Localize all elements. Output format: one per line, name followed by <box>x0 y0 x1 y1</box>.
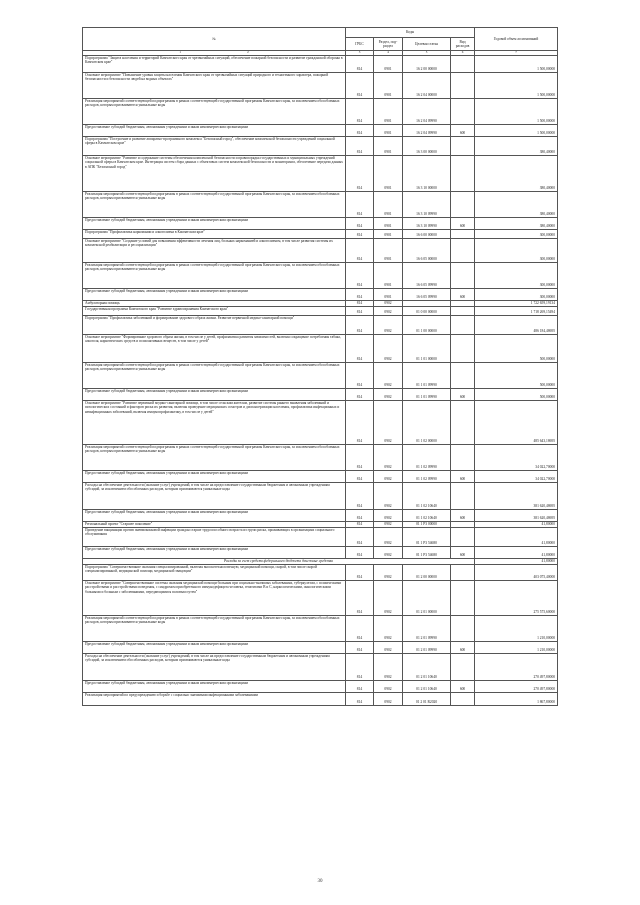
row-name: Реализация мероприятий соответствующей подпрограммы в рамках соответствующей государственной программы Камчатского края, за исключением обособленных расходов, которым присваиваются уникальные коды <box>83 362 346 388</box>
row-section: 0902 <box>374 400 403 444</box>
row-type <box>451 334 475 362</box>
row-amount: 300,00000 <box>475 262 558 288</box>
header-grbs: ГРБС <box>346 38 374 51</box>
row-section: 0902 <box>374 388 403 400</box>
table-row <box>83 155 558 191</box>
row-name: Предоставление субсидий бюджетным, автономным учреждениям и иным некоммерческим организациям <box>83 680 346 692</box>
row-name: Подпрограмма "Совершенствование оказания специализированной, включая высокотехнологичную, медицинской помощи, скорой, в том числе скорой специализированной, медицинской помощи, медицинской эвакуации" <box>83 564 346 580</box>
row-type: 600 <box>451 641 475 653</box>
row-type: 600 <box>451 509 475 521</box>
row-type <box>451 692 475 705</box>
table-row <box>83 72 558 98</box>
row-amount: 270 497,80000 <box>475 680 558 692</box>
row-name: Подпрограмма "Профилактика заболеваний и формирование здорового образа жизни. Развитие первичной медико-санитарной помощи" <box>83 315 346 334</box>
table-row <box>83 262 558 288</box>
row-amount: 485 643,18695 <box>475 400 558 444</box>
row-section: 0902 <box>374 315 403 334</box>
row-type <box>451 615 475 641</box>
header-number: № <box>83 28 346 51</box>
row-name: Предоставление субсидий бюджетным, автономным учреждениям и иным некоммерческим организациям <box>83 641 346 653</box>
row-amount: 34 022,70000 <box>475 470 558 482</box>
row-type <box>451 482 475 509</box>
row-amount: 380,40000 <box>475 136 558 155</box>
row-note: Расходы за счет средств федерального бюджета денежные средства <box>83 558 475 564</box>
budget-table-container <box>82 27 557 706</box>
table-row <box>83 692 558 705</box>
table-row <box>83 509 558 521</box>
row-amount: 1 210,00000 <box>475 615 558 641</box>
row-amount: 381 620,48695 <box>475 509 558 521</box>
table-row <box>83 98 558 124</box>
column-number: 1 2 <box>83 51 346 56</box>
row-name: Предоставление субсидий бюджетным, автономным учреждениям и иным некоммерческим организациям <box>83 124 346 136</box>
row-amount: 381 620,48695 <box>475 482 558 509</box>
row-grbs: 814 <box>346 124 374 136</box>
row-section: 0901 <box>374 229 403 238</box>
row-amount: 486 184,48695 <box>475 315 558 334</box>
budget-table <box>82 27 558 706</box>
row-name: Государственная программа Камчатского края "Развитие здравоохранения Камчатского края" <box>83 306 346 315</box>
row-type <box>451 191 475 217</box>
row-amount: 1 500,00000 <box>475 98 558 124</box>
row-target: 16 2 04 09990 <box>403 98 451 124</box>
row-target: 16 3 10 09990 <box>403 217 451 229</box>
row-section: 0902 <box>374 641 403 653</box>
table-row <box>83 527 558 546</box>
row-target: 16 2 00 00000 <box>403 55 451 72</box>
header-total: Годовой объем ассигнований <box>475 28 558 51</box>
row-amount: 1 500,00000 <box>475 72 558 98</box>
row-section: 0901 <box>374 72 403 98</box>
row-name: Реализация мероприятий по предупреждению и борьбе с социально значимыми инфекционными заболеваниями <box>83 692 346 705</box>
row-type <box>451 653 475 680</box>
row-grbs: 814 <box>346 362 374 388</box>
row-amount: 380,40000 <box>475 217 558 229</box>
row-name: Реализация мероприятий соответствующей подпрограммы в рамках соответствующей государственной программы Камчатского края, за исключением обособленных расходов, которым присваиваются уникальные коды <box>83 615 346 641</box>
column-number: 5 <box>403 51 451 56</box>
row-section: 0902 <box>374 306 403 315</box>
row-target: 01 1 02 10640 <box>403 509 451 521</box>
row-amount: 41,80000 <box>475 546 558 558</box>
row-amount: 41,80000 <box>475 527 558 546</box>
row-target: 16 2 04 00000 <box>403 72 451 98</box>
row-grbs: 814 <box>346 509 374 521</box>
row-grbs: 814 <box>346 521 374 527</box>
row-section: 0901 <box>374 124 403 136</box>
row-name: Реализация мероприятий соответствующей подпрограммы в рамках соответствующей государственной программы Камчатского края, за исключением обособленных расходов, которым присваиваются уникальные коды <box>83 262 346 288</box>
row-name: Амбулаторная помощь <box>83 300 346 306</box>
row-section: 0902 <box>374 527 403 546</box>
row-amount: 380,40000 <box>475 191 558 217</box>
row-amount: 1 867,80000 <box>475 692 558 705</box>
column-number: 3 <box>346 51 374 56</box>
row-section: 0902 <box>374 482 403 509</box>
row-section: 0902 <box>374 546 403 558</box>
row-target: 16 6 05 09990 <box>403 288 451 300</box>
table-row <box>83 641 558 653</box>
row-amount: 1 210,00000 <box>475 641 558 653</box>
header-target: Целевая статья <box>403 38 451 51</box>
row-target: 16 6 05 00000 <box>403 238 451 262</box>
row-target: 01 1 01 09990 <box>403 362 451 388</box>
row-target: 01 1 00 00000 <box>403 315 451 334</box>
header-section: Раздел, под-раздел <box>374 38 403 51</box>
table-row <box>83 191 558 217</box>
row-type <box>451 238 475 262</box>
table-row <box>83 400 558 444</box>
row-type: 600 <box>451 546 475 558</box>
row-name: Предоставление субсидий бюджетным, автономным учреждениям и иным некоммерческим организациям <box>83 546 346 558</box>
row-type <box>451 527 475 546</box>
row-section: 0902 <box>374 470 403 482</box>
row-section: 0901 <box>374 98 403 124</box>
row-grbs: 814 <box>346 641 374 653</box>
row-name: Предоставление субсидий бюджетным, автономным учреждениям и иным некоммерческим организациям <box>83 470 346 482</box>
row-section: 0901 <box>374 55 403 72</box>
row-type: 600 <box>451 388 475 400</box>
row-section: 0901 <box>374 136 403 155</box>
row-section: 0902 <box>374 615 403 641</box>
row-amount: 1 500,00000 <box>475 55 558 72</box>
row-name: Основное мероприятие "Создание условий для повышения эффективности лечения лиц, больных наркоманией и алкоголизмом, в том числе развития системы их комплексной реабилитации и ресоциализации" <box>83 238 346 262</box>
row-grbs: 814 <box>346 692 374 705</box>
row-grbs: 814 <box>346 580 374 615</box>
row-grbs: 814 <box>346 334 374 362</box>
row-type <box>451 55 475 72</box>
row-target: 01 2 00 00000 <box>403 564 451 580</box>
row-section: 0902 <box>374 653 403 680</box>
table-row <box>83 362 558 388</box>
row-target: 16 6 05 09990 <box>403 262 451 288</box>
row-grbs: 814 <box>346 564 374 580</box>
row-name: Реализация мероприятий соответствующей подпрограммы в рамках соответствующей государственной программы Камчатского края, за исключением обособленных расходов, которым присваиваются уникальные коды <box>83 98 346 124</box>
row-type: 600 <box>451 470 475 482</box>
row-grbs: 814 <box>346 300 374 306</box>
row-section: 0902 <box>374 444 403 470</box>
row-amount: 403 075,40000 <box>475 564 558 580</box>
row-target: 01 1 01 09990 <box>403 388 451 400</box>
row-grbs: 814 <box>346 680 374 692</box>
column-number: 7 <box>475 51 558 56</box>
row-grbs: 814 <box>346 229 374 238</box>
row-grbs: 814 <box>346 388 374 400</box>
row-grbs: 814 <box>346 217 374 229</box>
row-type <box>451 580 475 615</box>
row-section: 0901 <box>374 191 403 217</box>
row-section: 0902 <box>374 680 403 692</box>
row-target: 01 2 01 R2020 <box>403 692 451 705</box>
row-target: 01 1 P3 54680 <box>403 527 451 546</box>
table-row <box>83 680 558 692</box>
row-grbs: 814 <box>346 191 374 217</box>
row-name: Реализация мероприятий соответствующей подпрограммы в рамках соответствующей государственной программы Камчатского края, за исключением обособленных расходов, которым присваиваются уникальные коды <box>83 191 346 217</box>
row-grbs: 814 <box>346 238 374 262</box>
row-section: 0902 <box>374 300 403 306</box>
table-row <box>83 315 558 334</box>
row-grbs: 814 <box>346 136 374 155</box>
row-target: 01 2 01 10640 <box>403 653 451 680</box>
row-amount: 300,00000 <box>475 288 558 300</box>
row-type: 600 <box>451 680 475 692</box>
row-grbs: 814 <box>346 527 374 546</box>
row-target: 16 6 00 00000 <box>403 229 451 238</box>
row-section: 0902 <box>374 521 403 527</box>
row-type <box>451 72 475 98</box>
row-target: 01 2 01 09990 <box>403 641 451 653</box>
row-amount: 500,00000 <box>475 334 558 362</box>
row-target: 01 1 02 00000 <box>403 400 451 444</box>
row-name: Предоставление субсидий бюджетным, автономным учреждениям и иным некоммерческим организациям <box>83 288 346 300</box>
row-target: 16 2 04 09990 <box>403 124 451 136</box>
row-section: 0902 <box>374 692 403 705</box>
row-target: 16 3 10 09990 <box>403 191 451 217</box>
row-section: 0901 <box>374 155 403 191</box>
row-amount: 1 500,00000 <box>475 124 558 136</box>
row-target: 01 1 01 00000 <box>403 334 451 362</box>
row-amount: 275 575,60000 <box>475 580 558 615</box>
row-section: 0901 <box>374 288 403 300</box>
row-grbs: 814 <box>346 615 374 641</box>
row-target: 01 2 01 10640 <box>403 680 451 692</box>
row-section: 0901 <box>374 217 403 229</box>
row-grbs: 814 <box>346 444 374 470</box>
row-type <box>451 444 475 470</box>
row-grbs: 814 <box>346 72 374 98</box>
row-name: Основное мероприятие "Формирование здорового образа жизни, в том числе у детей, профилактика развития зависимостей, включая сокращение потребления табака, алкоголя, наркотических средств и психоактивных веществ, в том числе у детей" <box>83 334 346 362</box>
table-row <box>83 229 558 238</box>
row-target: 01 1 02 10640 <box>403 482 451 509</box>
row-name: Расходы на обеспечение деятельности (оказание услуг) учреждений, в том числе на предоставление государственным бюджетным и автономным учреждениям субсидий, за исключением обособленных расходов, которым присваиваются уникальные коды <box>83 653 346 680</box>
table-row <box>83 55 558 72</box>
row-target: 01 0 00 00000 <box>403 306 451 315</box>
table-row <box>83 334 558 362</box>
row-grbs: 814 <box>346 98 374 124</box>
table-row <box>83 482 558 509</box>
row-type <box>451 564 475 580</box>
row-section: 0901 <box>374 238 403 262</box>
row-target: 01 1 P3 54680 <box>403 546 451 558</box>
row-name: Предоставление субсидий бюджетным, автономным учреждениям и иным некоммерческим организациям <box>83 217 346 229</box>
row-name: Основное мероприятие "Развитие первичной медико-санитарной помощи, в том числе сельским жителям, развитие системы раннего выявления заболеваний и патологических состояний и факторов риска их развития, включая проведение медицинских осмотров и диспансеризации населения, профилактика инфекционных и неинфекционных заболеваний, включая иммунопрофилактику, в том числе у детей" <box>83 400 346 444</box>
row-grbs: 814 <box>346 262 374 288</box>
table-row <box>83 136 558 155</box>
row-grbs: 814 <box>346 55 374 72</box>
row-type <box>451 315 475 334</box>
column-number: 6 <box>451 51 475 56</box>
row-grbs: 814 <box>346 315 374 334</box>
row-type <box>451 98 475 124</box>
row-grbs: 814 <box>346 546 374 558</box>
row-target: 01 2 01 09990 <box>403 615 451 641</box>
table-row <box>83 470 558 482</box>
row-amount: 300,00000 <box>475 229 558 238</box>
row-grbs: 814 <box>346 400 374 444</box>
row-amount: 41,80000 <box>475 521 558 527</box>
row-type: 600 <box>451 124 475 136</box>
row-target: 01 1 P3 00000 <box>403 521 451 527</box>
row-type: 600 <box>451 217 475 229</box>
row-name: Основное мероприятие "Повышение уровня защиты населения Камчатского края от чрезвычайных ситуаций природного и техногенного характера, пожарной безопасности и безопасности людей на водных объектах" <box>83 72 346 98</box>
row-target: 01 1 02 09990 <box>403 470 451 482</box>
table-body <box>83 55 558 705</box>
header-codes: Коды <box>346 28 475 38</box>
row-section: 0901 <box>374 262 403 288</box>
table-row <box>83 388 558 400</box>
row-section: 0902 <box>374 580 403 615</box>
table-row <box>83 653 558 680</box>
row-amount: 41,80000 <box>475 558 558 564</box>
table-row <box>83 124 558 136</box>
row-target: 16 3 00 00000 <box>403 136 451 155</box>
row-type <box>451 306 475 315</box>
column-number: 4 <box>374 51 403 56</box>
row-grbs: 814 <box>346 288 374 300</box>
row-grbs: 814 <box>346 470 374 482</box>
row-name: Предоставление субсидий бюджетным, автономным учреждениям и иным некоммерческим организациям <box>83 388 346 400</box>
row-name: Подпрограмма "Защита населения и территорий Камчатского края от чрезвычайных ситуаций, обеспечение пожарной безопасности и развитие гражданской обороны в Камчатском крае" <box>83 55 346 72</box>
row-amount: 500,00000 <box>475 388 558 400</box>
row-grbs: 814 <box>346 482 374 509</box>
table-row <box>83 564 558 580</box>
table-row <box>83 546 558 558</box>
table-row <box>83 580 558 615</box>
page-number: 30 <box>317 879 323 884</box>
row-name: Предоставление субсидий бюджетным, автономным учреждениям и иным некоммерческим организациям <box>83 509 346 521</box>
row-amount: 1 718 269,15494 <box>475 306 558 315</box>
row-amount: 300,00000 <box>475 238 558 262</box>
row-type <box>451 155 475 191</box>
row-grbs: 814 <box>346 653 374 680</box>
row-name: Расходы на обеспечение деятельности (оказание услуг) учреждений, в том числе на предоставление государственным бюджетным и автономным учреждениям субсидий, за исключением обособленных расходов, которым присваиваются уникальные коды <box>83 482 346 509</box>
table-row <box>83 217 558 229</box>
row-name: Основное мероприятие "Совершенствование системы оказания медицинской помощи больным при социально-значимых заболеваниях, туберкулезом, с психическими расстройствами и расстройствами поведения, с синдромом приобретенного иммунодефицита человека, гепатитами B и C, наркологическими, онкологическими больными и больным с заболеваниями, передающимися половым путем" <box>83 580 346 615</box>
row-type <box>451 229 475 238</box>
row-section: 0902 <box>374 362 403 388</box>
row-name: Подпрограмма "Профилактика наркомании и алкоголизма в Камчатском крае" <box>83 229 346 238</box>
row-section: 0902 <box>374 509 403 521</box>
row-amount: 270 497,80000 <box>475 653 558 680</box>
header-type: Вид расходов <box>451 38 475 51</box>
row-amount: 500,00000 <box>475 362 558 388</box>
row-target: 16 3 10 00000 <box>403 155 451 191</box>
row-name: Региональный проект "Старшее поколение" <box>83 521 346 527</box>
row-type <box>451 400 475 444</box>
row-name: Проведение вакцинации против пневмококковой инфекции граждан старше трудоспособного возраста из групп риска, проживающих в организациях социального обслуживания <box>83 527 346 546</box>
row-amount: 1 722 659,19134 <box>475 300 558 306</box>
table-row <box>83 288 558 300</box>
row-type: 600 <box>451 288 475 300</box>
row-grbs: 814 <box>346 155 374 191</box>
row-target: 01 1 02 09990 <box>403 444 451 470</box>
row-type <box>451 362 475 388</box>
row-name: Основное мероприятие "Развитие и содержание системы обеспечения комплексной безопасности и правопорядка государственных и муниципальных учреждений социальной сферы в Камчатском крае. Интеграция систем сбора данных с объектовых систем комплексной безопасности и мониторинга, обеспечение передачи данных в АПК "Безопасный город" <box>83 155 346 191</box>
row-section: 0902 <box>374 334 403 362</box>
row-type <box>451 262 475 288</box>
row-section: 0902 <box>374 564 403 580</box>
row-name: Реализация мероприятий соответствующей подпрограммы в рамках соответствующей государственной программы Камчатского края, за исключением обособленных расходов, которым присваиваются уникальные коды <box>83 444 346 470</box>
table-row <box>83 615 558 641</box>
table-row <box>83 306 558 315</box>
row-name: Подпрограмма "Построение и развитие аппаратно-программного комплекса "Безопасный город", обеспечение комплексной безопасности учреждений социальной сферы в Камчатском крае" <box>83 136 346 155</box>
table-row <box>83 238 558 262</box>
row-grbs: 814 <box>346 306 374 315</box>
row-type <box>451 136 475 155</box>
row-amount: 380,40000 <box>475 155 558 191</box>
row-amount: 34 022,70000 <box>475 444 558 470</box>
table-row <box>83 444 558 470</box>
row-target: 01 2 01 00000 <box>403 580 451 615</box>
